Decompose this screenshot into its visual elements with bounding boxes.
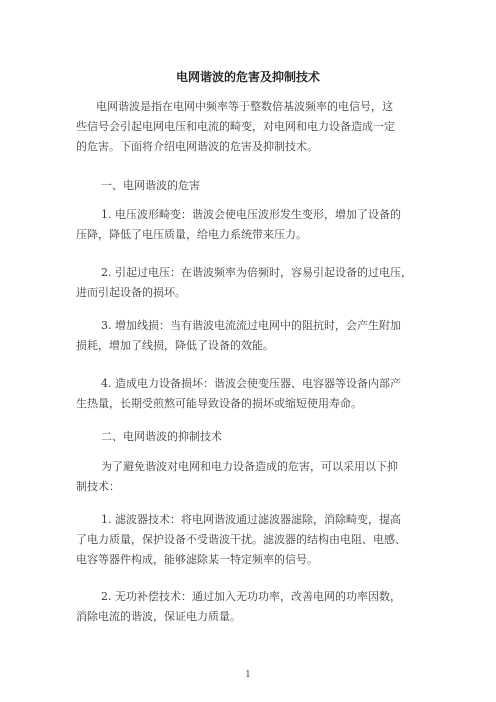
text-line: 一、电网谐波的危害: [101, 179, 200, 192]
text-line: 3. 增加线损：当有谐波电流流过电网中的阻抗时，会产生附加: [101, 319, 401, 332]
text-line: 电容等器件构成，能够滤除某一特定频率的信号。: [76, 553, 318, 566]
paragraph-technique-1: [0, 510, 406, 570]
text-line: 电网谐波是指在电网中频率等于整数倍基波频率的电信号，这: [96, 100, 393, 113]
text-line: 压降，降低了电压质量，给电力系统带来压力。: [76, 228, 307, 241]
text-line: 进而引起设备的损坏。: [76, 286, 186, 299]
text-line: 制技术：: [76, 480, 120, 493]
text-line: 损耗，增加了线损，降低了设备的效能。: [76, 339, 274, 352]
paragraph-harm-2: [0, 263, 412, 303]
text-line: 了电力质量，保护设备不受谐波干扰。滤波器的结构由电阻、电感、: [76, 533, 406, 546]
text-line: 消除电流的谐波，保证电力质量。: [76, 610, 241, 623]
paragraph-technique-2: [0, 587, 401, 627]
text-line: 二、电网谐波的抑制技术: [101, 430, 222, 443]
section-heading-suppression: [0, 427, 222, 447]
paragraph-intro: [0, 97, 395, 157]
paragraph-harm-1: [0, 205, 401, 245]
text-line: 1. 电压波形畸变：谐波会使电压波形发生变形，增加了设备的: [101, 208, 401, 221]
text-line: 4. 造成电力设备损坏：谐波会使变压器、电容器等设备内部产: [101, 377, 401, 390]
page-number: 1: [245, 670, 251, 680]
text-line: 2. 引起过电压：在谐波频率为倍频时，容易引起设备的过电压，: [101, 266, 412, 279]
section-heading-harms: [0, 176, 200, 196]
text-line: 2. 无功补偿技术：通过加入无功功率，改善电网的功率因数，: [101, 590, 401, 603]
text-line: 为了避免谐波对电网和电力设备造成的危害，可以采用以下抑: [101, 460, 398, 473]
text-line: 1. 滤波器技术：将电网谐波通过滤波器滤除，消除畸变，提高: [101, 513, 401, 526]
text-line: 生热量，长期受煎熬可能导致设备的损坏或缩短使用寿命。: [76, 397, 362, 410]
paragraph-suppression-intro: [0, 457, 398, 497]
text-line: 些信号会引起电网电压和电流的畸变，对电网和电力设备造成一定: [76, 120, 395, 133]
document-title: 电网谐波的危害及抑制技术: [175, 70, 320, 84]
text-line: 的危害。下面将介绍电网谐波的危害及抑制技术。: [76, 140, 318, 153]
paragraph-harm-3: [0, 316, 401, 356]
paragraph-harm-4: [0, 374, 401, 414]
